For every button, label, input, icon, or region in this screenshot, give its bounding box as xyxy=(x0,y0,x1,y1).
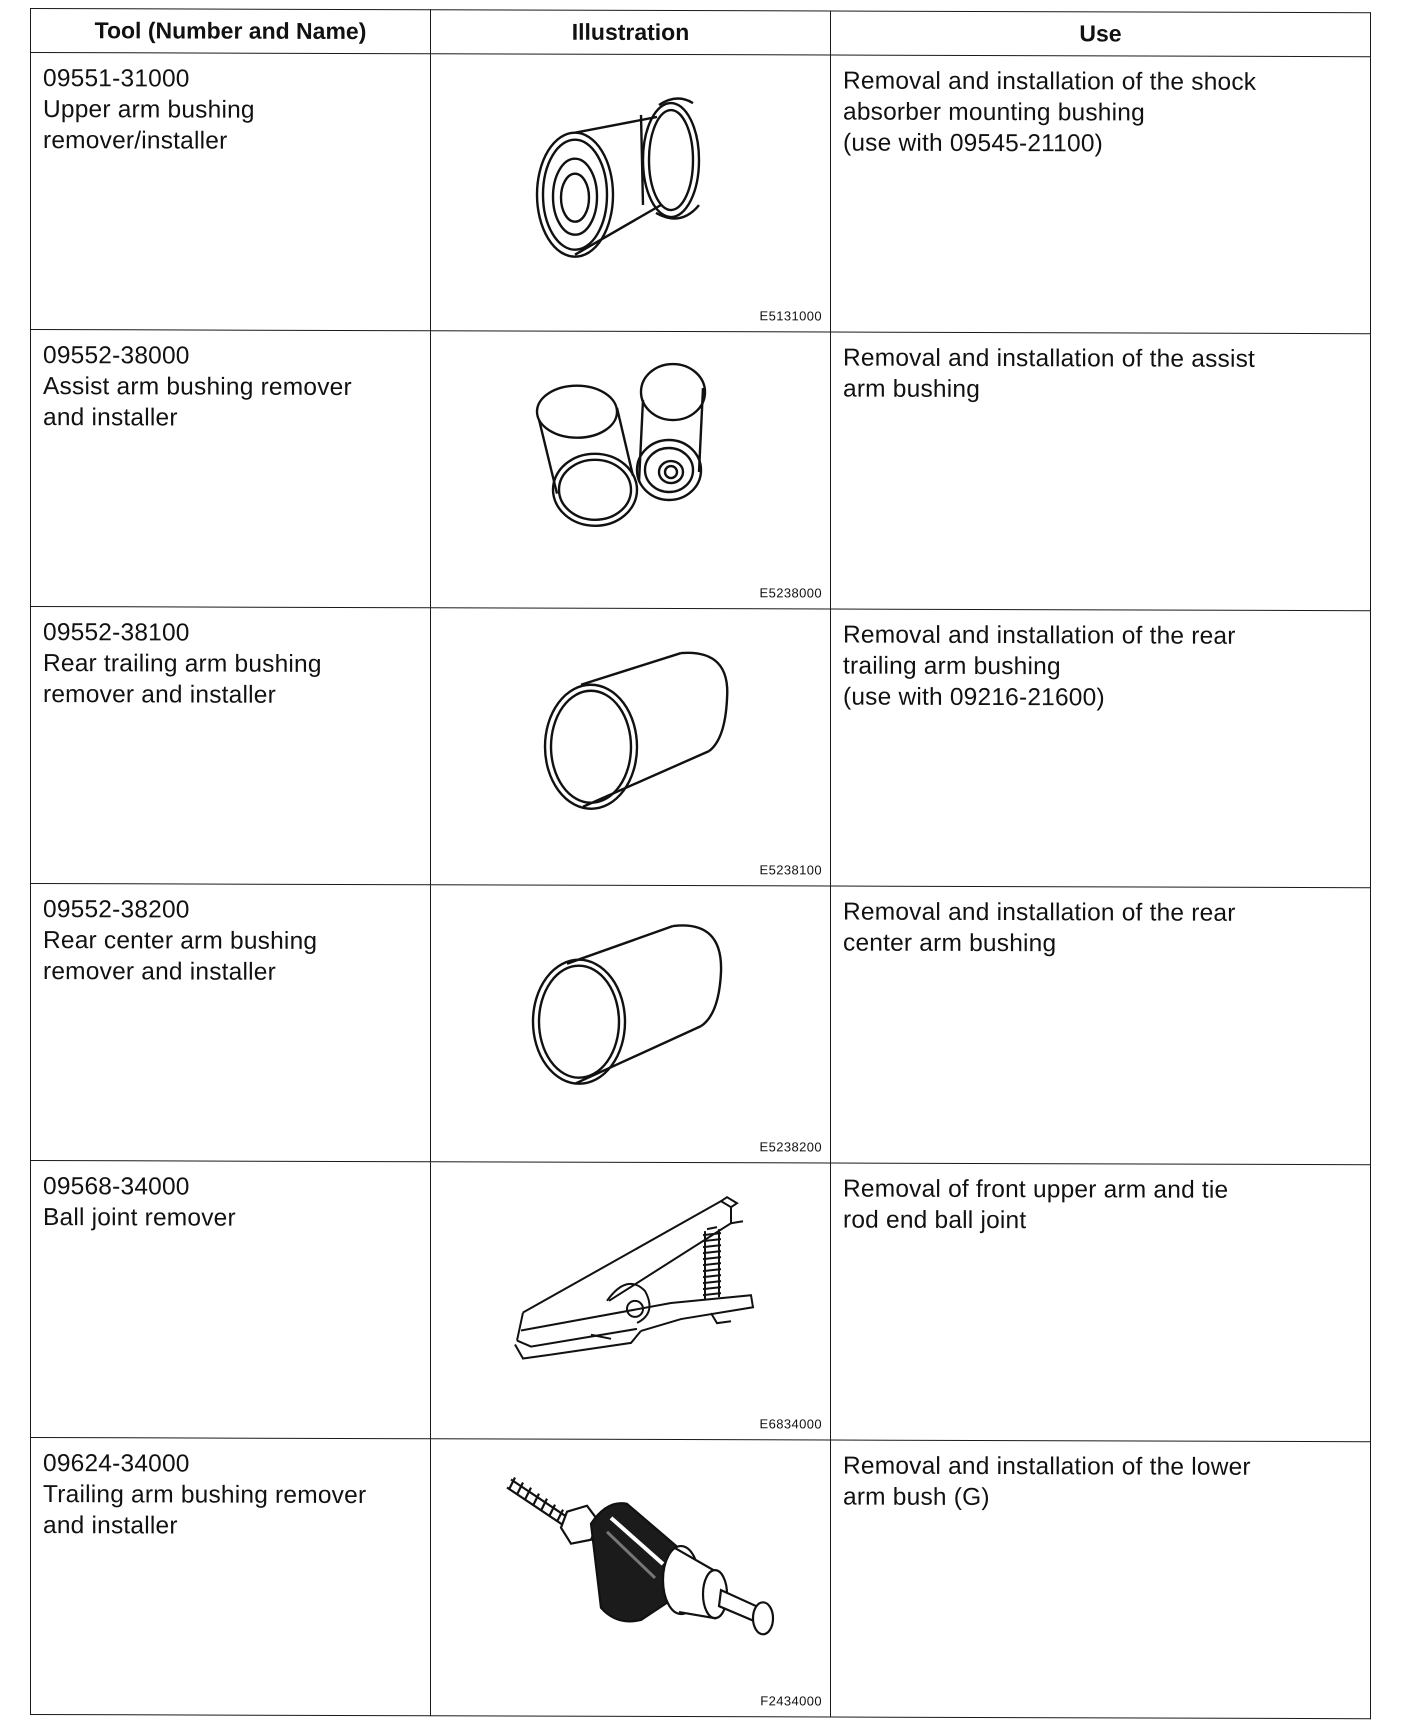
use-cell xyxy=(831,609,1371,888)
use-line: trailing arm bushing xyxy=(843,652,1061,681)
use-line: Removal and installation of the lower xyxy=(843,1452,1251,1481)
illustration-cell xyxy=(431,885,831,1163)
stepped-bushing-sleeve-icon xyxy=(431,54,831,331)
illustration-cell xyxy=(431,1439,831,1717)
use-cell xyxy=(831,1163,1371,1442)
tool-name-line: remover/installer xyxy=(43,127,228,155)
tool-cell xyxy=(31,330,431,608)
tool-number: 09568-34000 xyxy=(43,1173,190,1201)
tool-name-line: Upper arm bushing xyxy=(43,96,255,124)
tool-number: 09552-38000 xyxy=(43,342,190,370)
figure-code: E6834000 xyxy=(759,1416,822,1432)
tool-name-line: Rear center arm bushing xyxy=(43,927,318,955)
table-row xyxy=(31,1161,1371,1442)
figure-code: E5238100 xyxy=(759,862,822,878)
tool-number: 09552-38200 xyxy=(43,896,190,924)
tool-cell xyxy=(31,1438,431,1716)
tool-cell xyxy=(31,884,431,1162)
tool-cell xyxy=(31,607,431,885)
tool-name-line: and installer xyxy=(43,404,178,432)
ball-joint-puller-icon xyxy=(431,1162,831,1439)
illustration-cell xyxy=(431,331,831,609)
header-tool: Tool (Number and Name) xyxy=(31,9,431,54)
tool-name-line: Rear trailing arm bushing xyxy=(43,650,322,678)
tool-name-line: Trailing arm bushing remover xyxy=(43,1481,367,1510)
tool-number: 09624-34000 xyxy=(43,1450,190,1478)
tool-cell xyxy=(31,53,431,331)
twin-sleeve-icon xyxy=(431,331,831,608)
figure-code: E5238200 xyxy=(759,1139,822,1155)
header-use: Use xyxy=(831,11,1371,57)
cylinder-sleeve-icon xyxy=(431,885,831,1162)
use-line: Removal and installation of the rear xyxy=(843,898,1236,927)
table-row xyxy=(31,884,1371,1165)
tool-number: 09552-38100 xyxy=(43,619,190,647)
use-line: Removal and installation of the rear xyxy=(843,621,1236,650)
use-line: center arm bushing xyxy=(843,929,1057,958)
tool-number: 09551-31000 xyxy=(43,65,190,93)
illustration-cell xyxy=(431,54,831,332)
use-line: Removal and installation of the shock xyxy=(843,67,1257,96)
use-cell xyxy=(831,886,1371,1165)
use-line: arm bush (G) xyxy=(843,1483,990,1512)
special-tools-sheet xyxy=(30,8,1370,1720)
use-line: rod end ball joint xyxy=(843,1206,1027,1235)
use-cell xyxy=(831,55,1371,334)
illustration-cell xyxy=(431,1162,831,1440)
table-row xyxy=(31,607,1371,888)
tool-cell xyxy=(31,1161,431,1439)
use-line: (use with 09545-21100) xyxy=(843,129,1103,158)
tool-name-line: Ball joint remover xyxy=(43,1204,236,1232)
table-row xyxy=(31,330,1371,611)
use-line: Removal of front upper arm and tie xyxy=(843,1175,1229,1204)
use-cell xyxy=(831,332,1371,611)
use-line: (use with 09216-21600) xyxy=(843,683,1105,712)
tool-name-line: Assist arm bushing remover xyxy=(43,373,352,402)
header-illustration: Illustration xyxy=(431,10,831,55)
threaded-bushing-tool-icon xyxy=(431,1439,831,1716)
table-header-row xyxy=(31,9,1371,57)
tool-name-line: remover and installer xyxy=(43,681,276,709)
figure-code: E5131000 xyxy=(759,308,822,324)
table-row xyxy=(31,53,1371,334)
use-line: Removal and installation of the assist xyxy=(843,344,1256,373)
cylinder-sleeve-icon xyxy=(431,608,831,885)
use-line: arm bushing xyxy=(843,375,981,403)
tool-name-line: remover and installer xyxy=(43,958,276,986)
table-row xyxy=(31,1438,1371,1719)
illustration-cell xyxy=(431,608,831,886)
special-tools-table xyxy=(30,8,1371,1719)
figure-code: E5238000 xyxy=(759,585,822,601)
tool-name-line: and installer xyxy=(43,1512,178,1540)
figure-code: F2434000 xyxy=(760,1693,822,1709)
use-line: absorber mounting bushing xyxy=(843,98,1145,127)
use-cell xyxy=(831,1440,1371,1719)
